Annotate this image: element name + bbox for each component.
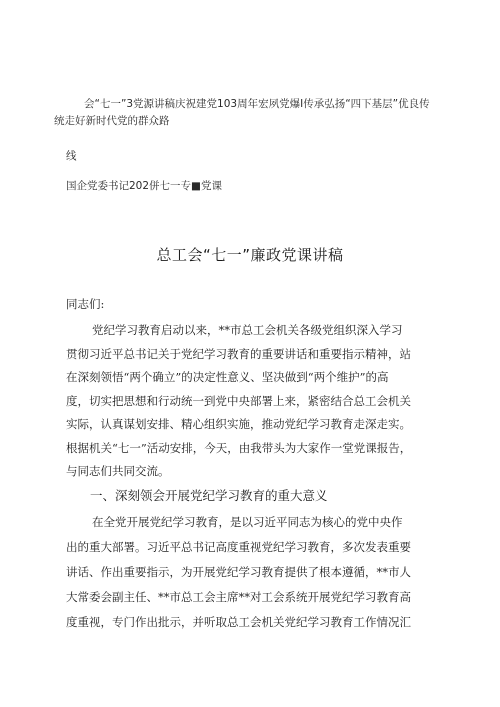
paragraph-line: 度，切实把思想和行动统一到党中央部署上来，紧密结合总工会机关: [66, 393, 411, 408]
paragraph-line: 讲话、作出重要指示，为开展党纪学习教育提供了根本遵循，**市人: [66, 565, 411, 579]
header-title-line-2: 统走好新时代党的群众路: [54, 115, 170, 127]
paragraph-line: 贯彻习近平总书记关于党纪学习教育的重要讲话和重要指示精神，站: [66, 346, 411, 361]
paragraph-line: 实际，认真谋划安排、精心组织实施，推动党纪学习教育走深走实。: [66, 417, 411, 431]
header-title-line-3: 线: [66, 150, 77, 162]
header-subtitle: 国企党委书记202併七一专■党课: [66, 180, 222, 192]
paragraph-line: 出的重大部署。习近平总书记高度重视党纪学习教育，多次发表重要: [66, 540, 411, 554]
paragraph-line: 在深刻领悟“两个确立”的决定性意义、坚决做到“两个维护”的高: [66, 370, 389, 384]
paragraph-line: 度重视，专门作出批示，并听取总工会机关党纪学习教育工作情况汇: [66, 615, 411, 629]
paragraph-line: 在全党开展党纪学习教育，是以习近平同志为核心的党中央作: [92, 515, 403, 529]
paragraph-line: 大常委会副主任、**市总工会主席**对工会系统开展党纪学习教育高: [66, 590, 411, 604]
paragraph-line: 与同志们共同交流。: [66, 464, 170, 478]
section-heading: 一、深刻领会开展党纪学习教育的重大意义: [90, 488, 328, 503]
paragraph-line: 党纪学习教育启动以来，**市总工会机关各级党组织深入学习: [92, 323, 403, 337]
paragraph-line: 根据机关“七一”活动安排，今天，由我带头为大家作一堂党课报告，: [66, 440, 412, 455]
document-header: [54, 96, 474, 130]
greeting: 同志们:: [66, 297, 105, 311]
header-title-line-1: 会“七一”3党源讲稿庆祝建党103周年宏夙党爆I传承弘扬“四下基层”优良传: [84, 98, 430, 110]
document-title: 总工会“七一”廉政党课讲稿: [156, 246, 344, 264]
